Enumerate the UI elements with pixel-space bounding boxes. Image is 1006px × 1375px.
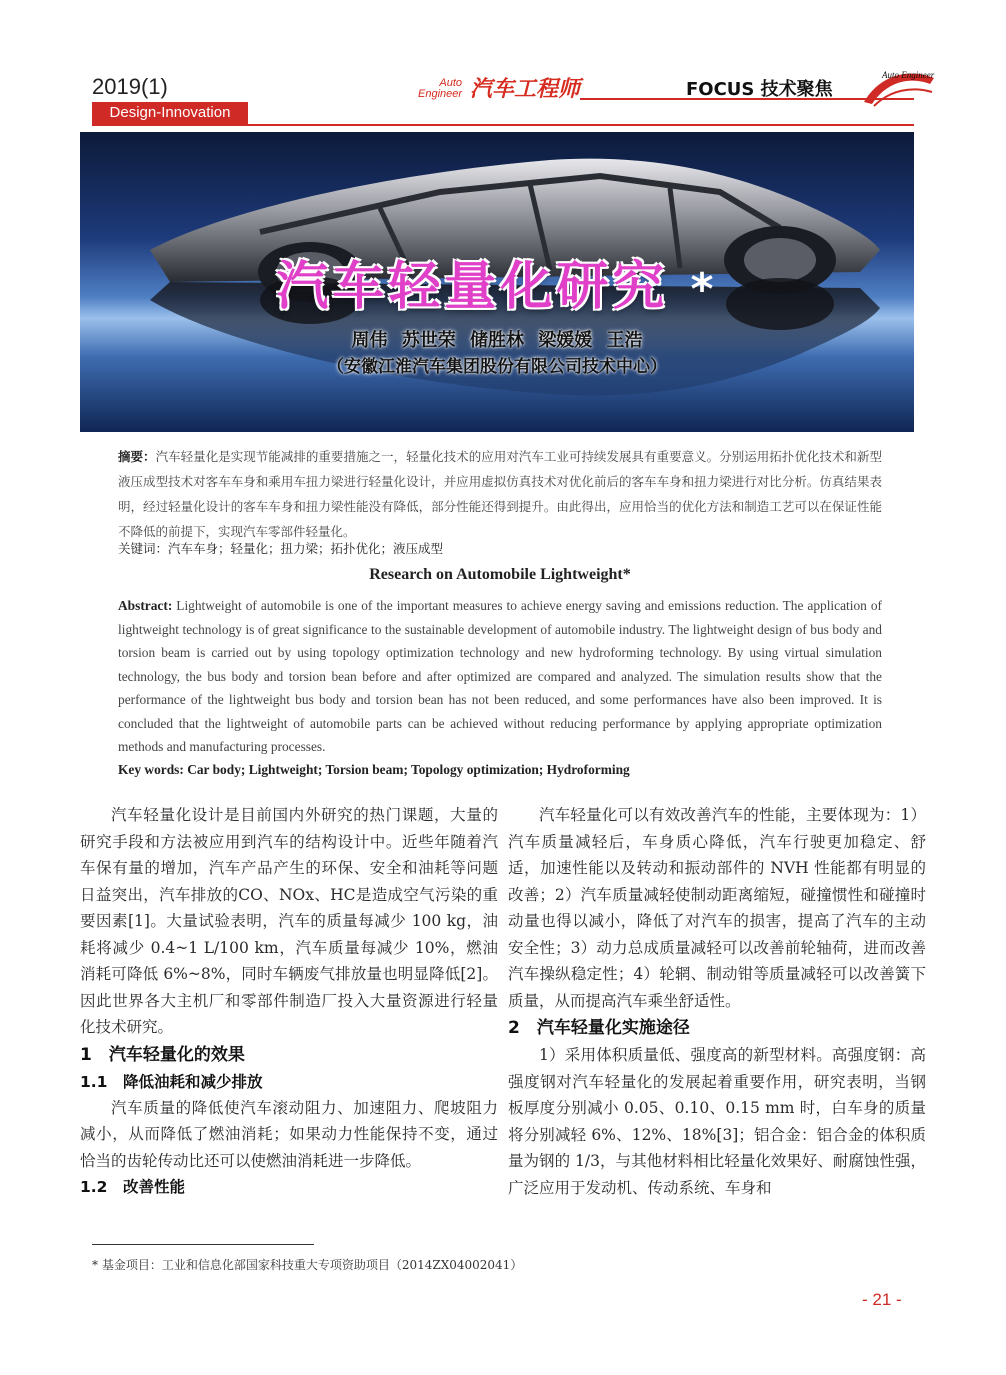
intro-paragraph: 汽车轻量化设计是目前国内外研究的热门课题，大量的研究手段和方法被应用到汽车的结构设计中。近些年随着汽车保有量的增加，汽车产品产生的环保、安全和油耗等问题日益突出，汽车排放的CO、NOx、HC是造成空气污染的重要因素[1]。大量试验表明，汽车的质量每减少 100 kg，油耗将减少 0.4~1 L/100 km，汽车质量每减少 10%，燃油消耗可降低 6%~8%，同时车辆废气排放量也明显降低[2]。因此世界各大主机厂和零部件制造厂投入大量资源进行轻量化技术研究。 [80,806,498,1036]
magazine-english-name [418,78,462,100]
magazine-en-line1: Auto [439,77,463,89]
paragraph-2: 1）采用体积质量低、强度高的新型材料。高强度钢：高强度钢对汽车轻量化的发展起着重要作用，研究表明，当钢板厚度分别减小 0.05、0.10、0.15 mm 时，白车身的质量将分别减轻 6%、12%、18%[3]；铝合金：铝合金的体积质量为钢的 1/3，与其他材料相比轻量化效果好、耐腐蚀性强，广泛应用于发动机、传动系统、车身和 [508,1046,926,1197]
abstract-en-label: Abstract: [118,598,177,613]
abstract-cn-label: 摘要： [118,449,156,464]
paragraph-1-1: 汽车质量的降低使汽车滚动阻力、加速阻力、爬坡阻力减小，从而降低了燃油消耗；如果动力性能保持不变，通过恰当的齿轮传动比还可以使燃油消耗进一步降低。 [80,1098,498,1170]
authors: 周伟 苏世荣 储胜林 梁媛媛 王浩 [351,330,643,351]
footnote-rule [92,1244,314,1245]
article-title-text: 汽车轻量化研究 [276,257,669,317]
affiliation: （安徽江淮汽车集团股份有限公司技术中心） [327,357,667,377]
paragraph-1-2: 汽车轻量化可以有效改善汽车的性能，主要体现为：1）汽车质量减轻后，车身质心降低，汽车行驶更加稳定、舒适，加速性能以及转动和振动部件的 NVH 性能都有明显的改善；2）汽车质量减轻使制动距离缩短，碰撞惯性和碰撞时动量也得以减小，降低了对汽车的损害，提高了汽车的主动安全性；3）动力总成质量减轻可以改善前轮轴荷，进而改善汽车操纵稳定性；4）轮辋、制动钳等质量减轻可以改善簧下质量，从而提高汽车乘坐舒适性。 [508,806,926,1010]
subsection-heading-1-1: 1.1 降低油耗和减少排放 [80,1072,263,1091]
issue-number: 2019(1) [92,74,168,99]
keywords-en-text: Car body; Lightweight; Torsion beam; Topology optimization; Hydroforming [187,762,630,777]
auto-engineer-logo [860,64,936,110]
title-footnote-mark: * [690,264,718,315]
article-title [80,244,914,319]
keywords-chinese [118,540,882,558]
logo-text: Auto Engineer [882,70,935,80]
body-column-left [80,802,498,1200]
body-column-right [508,802,926,1201]
keywords-en-label: Key words: [118,762,188,777]
section-tag: Design-Innovation [92,102,248,124]
abstract-en-text: Lightweight of automobile is one of the important measures to achieve energy saving and emissions reduction. The application of lightweight technology is of great significance to the sustainable development of automobile industry. The lightweight design of bus body and torsion beam is carried out by using topology optimization technology and new hydroforming technology. By using virtual simulation technology, the bus body and torsion bean before and after optimized are compared and analyzed. The simulation results show that the performance of the lightweight bus body and torsion bean has not been reduced, and some performances have also been improved. It is concluded that the lightweight of automobile parts can be achieved without reducing performance by applying appropriate optimization methods and manufacturing processes. [118,598,882,754]
subsection-heading-1-2: 1.2 改善性能 [80,1178,185,1196]
hero-banner [80,132,914,432]
section-rule [92,124,914,126]
abstract-cn-text: 汽车轻量化是实现节能减排的重要措施之一，轻量化技术的应用对汽车工业可持续发展具有重要意义。分别运用拓扑优化技术和新型液压成型技术对客车车身和乘用车扭力梁进行轻量化设计，并应用虚拟仿真技术对优化前后的客车车身和扭力梁进行对比分析。仿真结果表明，经过轻量化设计的客车车身和扭力梁性能没有降低，部分性能还得到提升。由此得出，应用恰当的优化方法和制造工艺可以在保证性能不降低的前提下，实现汽车零部件轻量化。 [118,449,882,539]
keywords-cn-label: 关键词： [118,541,169,556]
keywords-english [118,762,882,778]
magazine-chinese-name: 汽车工程师 [470,77,581,102]
page-number: - 21 - [862,1290,902,1309]
abstract-english [118,594,882,759]
column-label: FOCUS 技术聚焦 [686,79,833,100]
logo-swoosh-icon [860,64,936,110]
keywords-cn-text: 汽车车身；轻量化；扭力梁；拓扑优化；液压成型 [168,541,444,556]
footnote: * 基金项目：工业和信息化部国家科技重大专项资助项目（2014ZX04002041） [92,1258,523,1272]
magazine-en-line2: Engineer [418,88,463,100]
section-heading-1: 1 汽车轻量化的效果 [80,1044,245,1065]
abstract-chinese [118,444,882,544]
english-title: Research on Automobile Lightweight* [369,566,631,583]
section-heading-2: 2 汽车轻量化实施途径 [508,1018,690,1038]
